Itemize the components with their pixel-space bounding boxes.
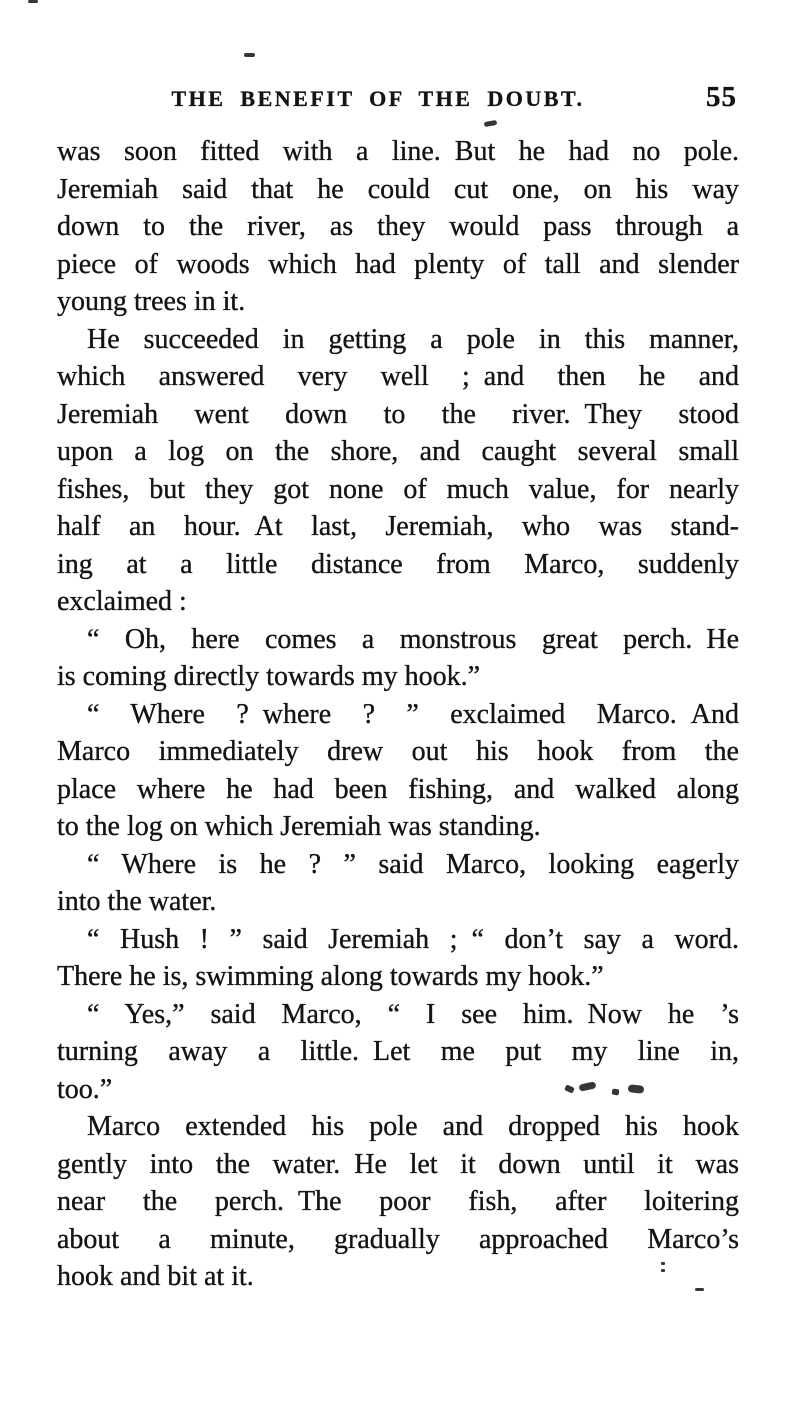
text-line: exclaimed : — [57, 586, 187, 617]
text-line: piece of woods which had plenty of tall and slender — [57, 248, 739, 280]
text-line: fishes, but they got none of much value, for nearly — [57, 473, 739, 505]
ink-speck — [695, 1288, 704, 1291]
ink-speck — [484, 120, 498, 127]
ink-speck — [244, 53, 255, 57]
paragraph — [57, 1108, 739, 1296]
text-line: Marco immediately drew out his hook from the — [57, 736, 739, 767]
text-line: “ Where is he ? ” said Marco, looking eagerly — [87, 848, 739, 880]
ink-speck — [612, 1088, 620, 1095]
ink-speck — [628, 1084, 645, 1094]
text-line: about a minute, gradually approached Marco’s — [57, 1223, 739, 1255]
body-text — [57, 133, 739, 1296]
text-line: turning away a little. Let me put my line in, — [57, 1036, 739, 1067]
text-line: down to the river, as they would pass through a — [57, 211, 739, 242]
text-line: “ Yes,” said Marco, “ I see him. Now he ’s — [87, 998, 739, 1030]
text-line: near the perch. The poor fish, after loitering — [57, 1186, 739, 1217]
paragraph — [57, 133, 739, 321]
text-line: Jeremiah said that he could cut one, on his way — [57, 173, 739, 205]
text-line: too.” — [57, 1073, 113, 1105]
paragraph — [57, 696, 739, 846]
text-line: to the log on which Jeremiah was standing. — [57, 811, 541, 842]
paragraph — [57, 921, 739, 996]
text-line: was soon fitted with a line. But he had no pole. — [57, 136, 739, 167]
text-line: hook and bit at it. — [57, 1261, 254, 1292]
text-line: There he is, swimming along towards my hook.” — [57, 961, 604, 992]
text-line: upon a log on the shore, and caught several small — [57, 436, 739, 467]
text-line: “ Oh, here comes a monstrous great perch. He — [87, 623, 739, 655]
paragraph — [57, 321, 739, 621]
text-line: into the water. — [57, 886, 217, 917]
text-line: which answered very well ; and then he and — [57, 361, 739, 392]
page-number: 55 — [706, 81, 737, 113]
text-line: gently into the water. He let it down until it was — [57, 1148, 739, 1180]
text-line: half an hour. At last, Jeremiah, who was stand- — [57, 511, 739, 542]
text-line: He succeeded in getting a pole in this manner, — [87, 323, 739, 355]
text-line: “ Hush ! ” said Jeremiah ; “ don’t say a word. — [87, 923, 739, 955]
text-line: “ Where ? where ? ” exclaimed Marco. And — [87, 698, 739, 730]
text-line: is coming directly towards my hook.” — [57, 661, 481, 692]
running-head — [57, 81, 739, 115]
text-line: ing at a little distance from Marco, suddenly — [57, 548, 739, 580]
paragraph — [57, 846, 739, 921]
text-line: Jeremiah went down to the river. They stood — [57, 398, 739, 430]
text-line: place where he had been fishing, and walked along — [57, 773, 739, 805]
text-line: young trees in it. — [57, 286, 246, 317]
running-title: THE BENEFIT OF THE DOUBT. — [171, 86, 585, 111]
ink-speck — [28, 0, 38, 3]
text-line: Marco extended his pole and dropped his hook — [87, 1111, 739, 1142]
paragraph — [57, 621, 739, 696]
ink-speck — [661, 1262, 665, 1265]
